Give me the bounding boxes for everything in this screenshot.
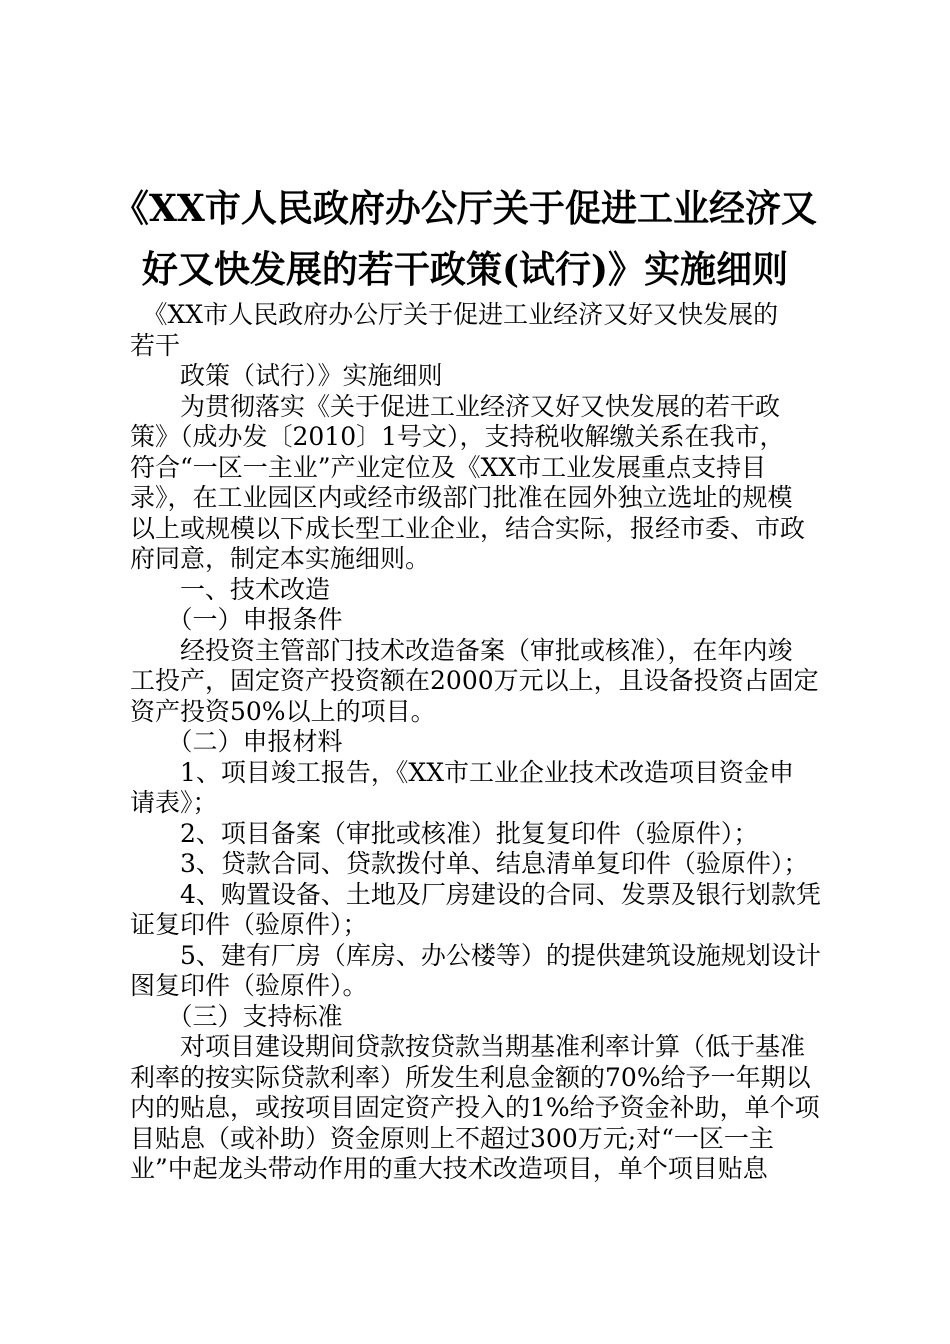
list-item: 1、项目竣工报告，《XX市工业企业技术改造项目资金申 [130, 758, 795, 787]
body-line: 对项目建设期间贷款按贷款当期基准利率计算（低于基准 [130, 1032, 806, 1061]
body-line: 利率的按实际贷款利率）所发生利息金额的70%给予一年期以 [130, 1063, 811, 1092]
subsection-heading: （二）申报材料 [130, 727, 343, 756]
body-line: 《XX市人民政府办公厅关于促进工业经济又好又快发展的 [130, 300, 779, 329]
list-item-continued: 请表》； [130, 788, 218, 817]
body-line: 符合“一区一主业”产业定位及《XX市工业发展重点支持目 [130, 453, 767, 482]
document-title-line-2: 好又快发展的若干政策(试行)》实施细则 [141, 247, 789, 291]
body-line: 政策（试行）》实施细则 [130, 361, 443, 390]
body-line: 若干 [130, 331, 181, 360]
body-line: 为贯彻落实《关于促进工业经济又好又快发展的若干政 [130, 392, 781, 421]
body-line: 府同意，制定本实施细则。 [130, 544, 431, 573]
body-line: 资产投资50%以上的项目。 [130, 697, 436, 726]
list-item: 5、建有厂房（库房、办公楼等）的提供建筑设施规划设计 [130, 941, 821, 970]
subsection-heading: （一）申报条件 [130, 605, 343, 634]
list-item: 3、贷款合同、贷款拨付单、结息清单复印件（验原件）； [130, 849, 809, 878]
document-title-line-1: 《XX市人民政府办公厅关于促进工业经济又 [112, 186, 818, 230]
subsection-heading: （三）支持标准 [130, 1002, 343, 1031]
body-line: 以上或规模以下成长型工业企业，结合实际，报经市委、市政 [130, 514, 806, 543]
body-line: 业”中起龙头带动作用的重大技术改造项目，单个项目贴息 [130, 1154, 768, 1183]
list-item: 2、项目备案（审批或核准）批复复印件（验原件）； [130, 819, 759, 848]
section-heading: 一、技术改造 [130, 575, 331, 604]
body-line: 策》（成办发〔2010〕1号文），支持税收解缴关系在我市， [130, 422, 785, 451]
list-item-continued: 证复印件（验原件）； [130, 910, 368, 939]
body-line: 目贴息（或补助）资金原则上不超过300万元;对“一区一主 [130, 1124, 774, 1153]
body-line: 工投产，固定资产投资额在2000万元以上，且设备投资占固定 [130, 666, 819, 695]
list-item: 4、购置设备、土地及厂房建设的合同、发票及银行划款凭 [130, 880, 821, 909]
list-item-continued: 图复印件（验原件）。 [130, 971, 368, 1000]
body-line: 录》，在工业园区内或经市级部门批准在园外独立选址的规模 [130, 483, 793, 512]
body-line: 经投资主管部门技术改造备案（审批或核准），在年内竣 [130, 636, 793, 665]
body-line: 内的贴息，或按项目固定资产投入的1%给予资金补助，单个项 [130, 1093, 820, 1122]
